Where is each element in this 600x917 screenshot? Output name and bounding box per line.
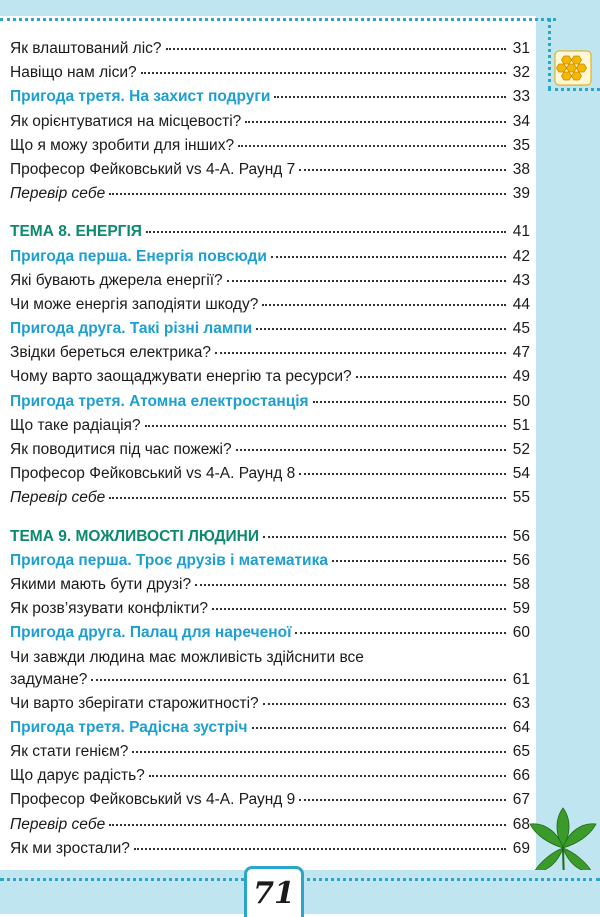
toc-page-number: 50	[512, 392, 530, 410]
dot-leader	[227, 280, 506, 282]
dot-leader	[263, 536, 506, 538]
toc-entry-row[interactable]	[10, 137, 530, 161]
toc-page-number: 58	[512, 575, 530, 593]
dot-leader	[166, 48, 506, 50]
toc-page-number: 39	[512, 185, 530, 203]
toc-adventure-row[interactable]	[10, 88, 530, 112]
toc-adventure-row[interactable]	[10, 552, 530, 576]
toc-page-number: 69	[512, 839, 530, 857]
dot-leader	[332, 560, 506, 562]
toc-entry-title: Як розв’язувати конфлікти?	[10, 600, 208, 618]
toc-entry-title: Як ми зростали?	[10, 839, 130, 857]
toc-page-number: 56	[512, 527, 530, 545]
dot-leader	[238, 145, 506, 147]
toc-entry-title: Які бувають джерела енергії?	[10, 271, 223, 289]
toc-entry-row[interactable]	[10, 40, 530, 64]
toc-entry-title: Пригода перша. Троє друзів і математика	[10, 551, 328, 569]
toc-entry-row[interactable]	[10, 695, 530, 719]
toc-entry-title: Якими мають бути друзі?	[10, 575, 192, 593]
toc-entry-row[interactable]	[10, 185, 530, 209]
toc-adventure-row[interactable]	[10, 393, 530, 417]
toc-page-number: 47	[512, 344, 530, 362]
toc-entry-row[interactable]	[10, 600, 530, 624]
toc-page-number: 45	[512, 320, 530, 338]
dot-leader	[109, 824, 506, 826]
honeycomb-icon	[554, 50, 592, 86]
toc-entry-row[interactable]	[10, 743, 530, 767]
dot-leader	[149, 775, 506, 777]
right-dotted-border-horizontal	[548, 88, 600, 91]
toc-entry-row[interactable]	[10, 767, 530, 791]
toc-adventure-row[interactable]	[10, 248, 530, 272]
toc-page-number: 33	[512, 88, 530, 106]
toc-entry-title: Чи може енергія заподіяти шкоду?	[10, 295, 259, 313]
dot-leader	[132, 751, 506, 753]
toc-page-number: 31	[512, 40, 530, 57]
toc-page-number: 49	[512, 368, 530, 386]
toc-page-number: 44	[512, 295, 530, 313]
toc-entry-title: Професор Фейковський vs 4-А. Раунд 8	[10, 465, 296, 483]
toc-page-number: 51	[512, 416, 530, 434]
top-dotted-border	[0, 18, 556, 21]
dot-leader	[134, 848, 506, 850]
dot-leader	[299, 473, 506, 475]
page-number: 71	[244, 866, 304, 917]
toc-entry-title: Що таке радіація?	[10, 416, 141, 434]
toc-page-number: 34	[512, 112, 530, 130]
dot-leader	[146, 231, 506, 233]
section-gap	[10, 209, 530, 223]
dot-leader	[91, 679, 506, 681]
toc-entry-title: Як поводитися під час пожежі?	[10, 441, 232, 458]
toc-entry-row[interactable]	[10, 417, 530, 441]
dot-leader	[145, 425, 506, 427]
toc-page-number: 65	[512, 743, 530, 761]
toc-page-number: 67	[512, 791, 530, 809]
toc-page-number: 32	[512, 64, 530, 82]
toc-entry-row[interactable]	[10, 344, 530, 368]
dot-leader	[299, 169, 506, 171]
toc-page-number: 41	[512, 223, 530, 241]
toc-page-number: 63	[512, 694, 530, 712]
toc-entry-row[interactable]	[10, 816, 530, 840]
dot-leader	[356, 376, 506, 378]
toc-entry-title: Пригода друга. Палац для нареченої	[10, 624, 292, 642]
toc-entry-row[interactable]	[10, 671, 530, 695]
toc-entry-row[interactable]	[10, 272, 530, 296]
toc-entry-title: Пригода друга. Такі різні лампи	[10, 320, 253, 338]
top-band	[0, 0, 600, 16]
toc-entry-row[interactable]	[10, 791, 530, 815]
toc-page-number: 52	[512, 441, 530, 458]
toc-entry-title: Як влаштований ліс?	[10, 40, 162, 57]
dot-leader	[271, 256, 506, 258]
dot-leader	[256, 328, 506, 330]
toc-entry-title: ТЕМА 8. ЕНЕРГІЯ	[10, 223, 142, 241]
toc-entry-title: Перевір себе	[10, 815, 106, 833]
toc-page-number: 59	[512, 600, 530, 618]
toc-page-number: 56	[512, 551, 530, 569]
section-gap	[10, 514, 530, 528]
toc-adventure-row[interactable]	[10, 624, 530, 648]
toc-entry-row[interactable]	[10, 489, 530, 513]
toc-entry-title: Пригода третя. Атомна електростанція	[10, 392, 309, 410]
dot-leader	[109, 193, 506, 195]
toc-entry-title: Чи варто зберігати старожитності?	[10, 694, 259, 712]
dot-leader	[262, 304, 506, 306]
right-band	[536, 0, 600, 914]
toc-entry-row[interactable]	[10, 368, 530, 392]
toc-entry-row[interactable]	[10, 161, 530, 185]
toc-entry-row[interactable]	[10, 840, 530, 864]
toc-entry-title: Навіщо нам ліси?	[10, 64, 137, 82]
toc-entry-row[interactable]	[10, 296, 530, 320]
toc-theme-row[interactable]	[10, 528, 530, 552]
dot-leader	[299, 799, 506, 801]
toc-entry-row[interactable]	[10, 576, 530, 600]
dot-leader	[109, 497, 506, 499]
toc-entry-title: Як орієнтуватися на місцевості?	[10, 112, 242, 130]
right-dotted-border	[548, 18, 551, 90]
dot-leader	[141, 72, 506, 74]
table-of-contents	[10, 40, 530, 864]
toc-entry-title: задумане?	[10, 670, 88, 688]
toc-entry-title: Професор Фейковський vs 4-А. Раунд 7	[10, 160, 296, 178]
toc-page-number: 66	[512, 767, 530, 785]
dot-leader	[212, 608, 506, 610]
dot-leader	[274, 96, 506, 98]
dot-leader	[215, 352, 506, 354]
toc-entry-row[interactable]	[10, 113, 530, 137]
toc-entry-title: Як стати генієм?	[10, 743, 129, 761]
toc-page-number: 64	[512, 718, 530, 736]
toc-entry-title: Звідки береться електрика?	[10, 344, 211, 362]
toc-page-number: 60	[512, 624, 530, 642]
dot-leader	[236, 449, 506, 451]
toc-entry-row[interactable]	[10, 465, 530, 489]
dot-leader	[313, 401, 506, 403]
toc-entry-row[interactable]	[10, 64, 530, 88]
toc-page-number: 54	[512, 465, 530, 483]
toc-entry-title-line: Чи завжди людина має можливість здійснити все	[10, 648, 364, 666]
toc-entry-title: Професор Фейковський vs 4-А. Раунд 9	[10, 791, 296, 809]
dot-leader	[295, 632, 506, 634]
toc-page-number: 38	[512, 160, 530, 178]
toc-page-number: 42	[512, 247, 530, 265]
toc-entry-title: ТЕМА 9. МОЖЛИВОСТІ ЛЮДИНИ	[10, 527, 259, 545]
dot-leader	[263, 703, 506, 705]
toc-entry-title: Перевір себе	[10, 185, 106, 203]
toc-page-number: 55	[512, 489, 530, 507]
toc-page-number: 68	[512, 815, 530, 833]
toc-page-number: 35	[512, 136, 530, 154]
toc-entry-title: Перевір себе	[10, 489, 106, 507]
toc-entry-title: Пригода третя. Радісна зустріч	[10, 718, 248, 736]
toc-adventure-row[interactable]	[10, 320, 530, 344]
toc-entry-row[interactable]	[10, 441, 530, 465]
dot-leader	[245, 121, 506, 123]
toc-theme-row[interactable]	[10, 223, 530, 247]
toc-adventure-row[interactable]	[10, 719, 530, 743]
dot-leader	[195, 584, 506, 586]
dot-leader	[252, 727, 507, 729]
toc-entry-title: Чому варто заощаджувати енергію та ресурси?	[10, 368, 352, 386]
toc-entry-title: Пригода перша. Енергія повсюди	[10, 247, 267, 265]
toc-entry-title: Що дарує радість?	[10, 767, 145, 785]
toc-entry-title: Пригода третя. На захист подруги	[10, 88, 271, 106]
toc-entry-title: Що я можу зробити для інших?	[10, 136, 235, 154]
toc-page-number: 61	[512, 670, 530, 688]
toc-page-number: 43	[512, 271, 530, 289]
